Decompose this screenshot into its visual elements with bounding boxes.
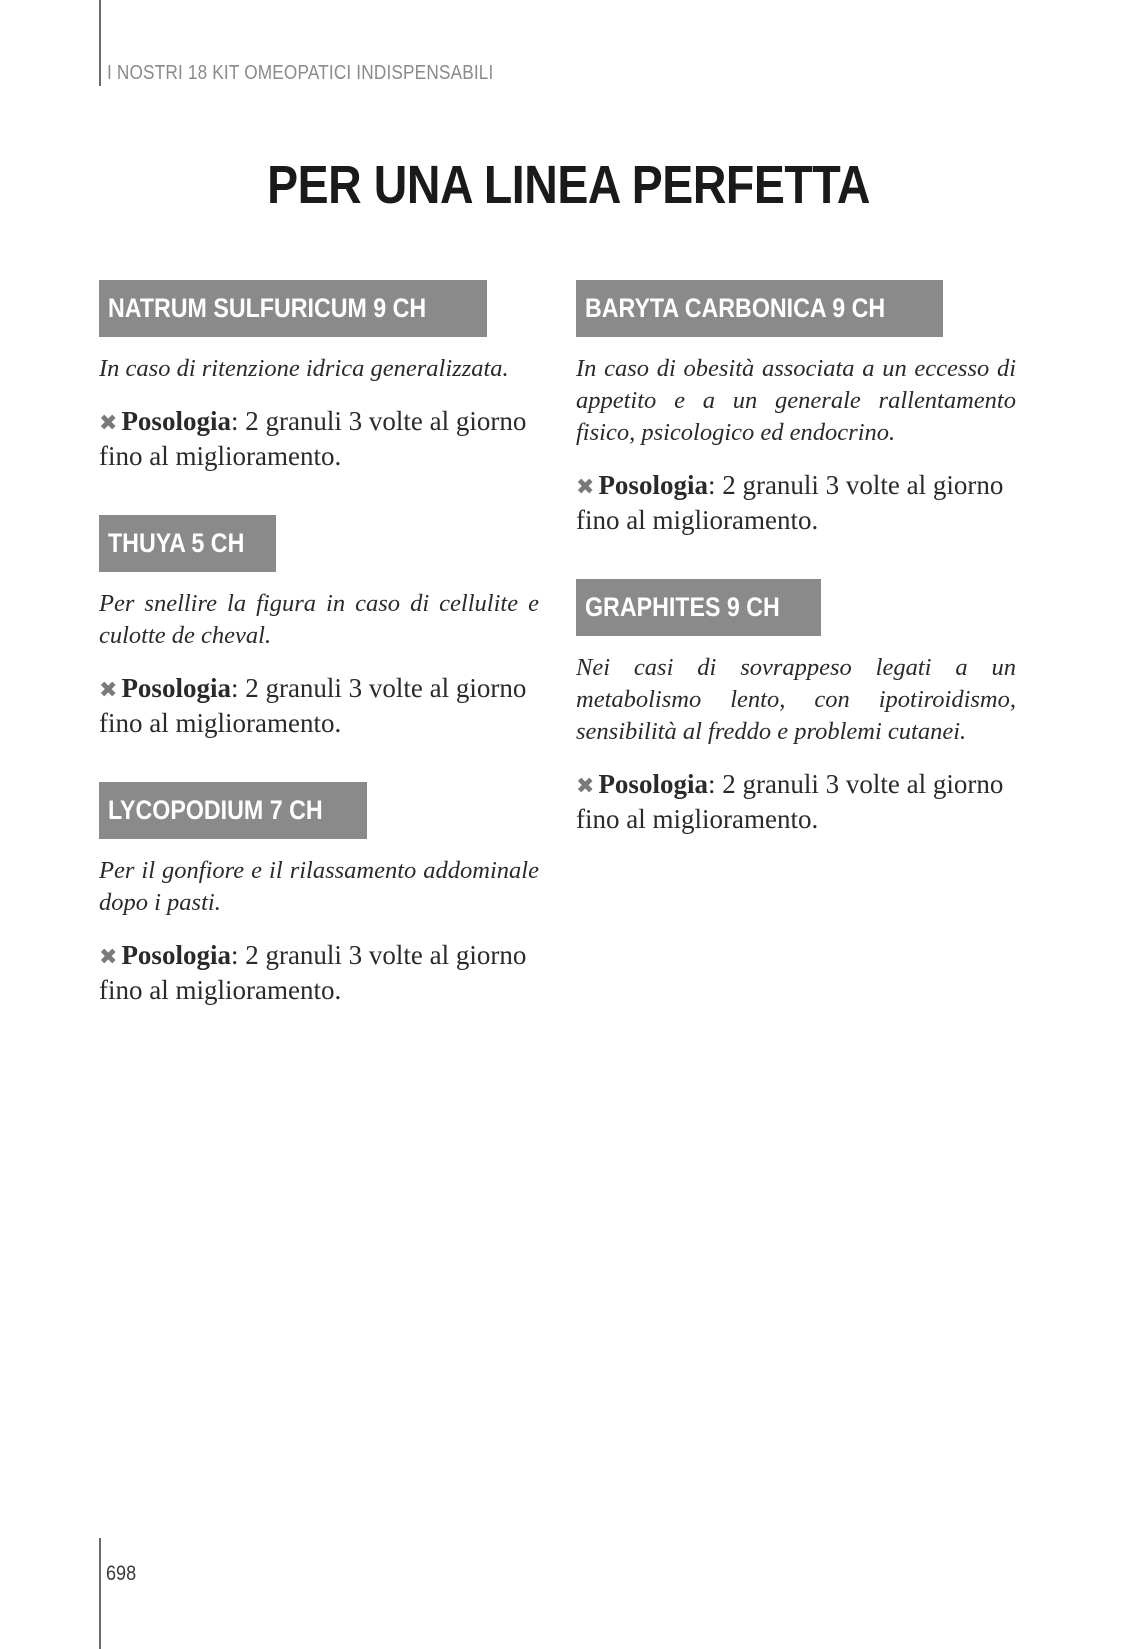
remedy-heading-text: GRAPHITES 9 CH (585, 592, 780, 622)
remedy-description: Per il gonfiore e il rilassamento addominale dopo i pasti. (99, 857, 539, 916)
posology-label: Posologia (598, 769, 708, 799)
remedy-entry (99, 515, 539, 740)
posology-text: : 2 granuli 3 volte al giorno fino al miglioramento. (99, 406, 527, 471)
remedy-entry (99, 782, 539, 1007)
remedy-entry (576, 579, 1016, 836)
posology-text: : 2 granuli 3 volte al giorno fino al miglioramento. (576, 470, 1004, 535)
remedy-heading (99, 280, 487, 337)
posology-text: : 2 granuli 3 volte al giorno fino al miglioramento. (99, 673, 527, 738)
remedy-heading (576, 579, 821, 636)
posology-line (576, 469, 1016, 537)
posology-line (99, 405, 539, 473)
left-column (99, 280, 539, 1049)
posology-label: Posologia (121, 940, 231, 970)
posology-text: : 2 granuli 3 volte al giorno fino al miglioramento. (99, 940, 527, 1005)
remedy-heading (576, 280, 943, 337)
cross-bullet-icon: ✖ (99, 678, 118, 703)
remedy-heading-text: BARYTA CARBONICA 9 CH (585, 293, 886, 323)
page-title (0, 154, 1137, 216)
page-number: 698 (106, 1562, 137, 1585)
posology-line (99, 672, 539, 740)
right-column (576, 280, 1016, 878)
running-head: I NOSTRI 18 KIT OMEOPATICI INDISPENSABILI (107, 62, 494, 84)
remedy-heading-text: NATRUM SULFURICUM 9 CH (108, 293, 427, 323)
remedy-heading-text: THUYA 5 CH (108, 528, 245, 558)
margin-rule-bottom (99, 1538, 101, 1649)
remedy-heading (99, 782, 367, 839)
remedy-description: Nei casi di sovrappeso legati a un metabolismo lento, con ipotiroidismo, sensibilità al freddo e problemi cutanei. (576, 654, 1016, 745)
remedy-entry (576, 280, 1016, 537)
cross-bullet-icon: ✖ (576, 774, 595, 799)
remedy-heading-text: LYCOPODIUM 7 CH (108, 795, 323, 825)
posology-label: Posologia (121, 673, 231, 703)
cross-bullet-icon: ✖ (576, 475, 595, 500)
cross-bullet-icon: ✖ (99, 411, 118, 436)
remedy-description: In caso di obesità associata a un eccesso di appetito e a un generale rallentamento fisico, psicologico ed endocrino. (576, 355, 1016, 446)
remedy-heading (99, 515, 276, 572)
posology-label: Posologia (121, 406, 231, 436)
remedy-entry (99, 280, 539, 473)
margin-rule-top (99, 0, 101, 86)
posology-line (576, 768, 1016, 836)
posology-line (99, 939, 539, 1007)
posology-text: : 2 granuli 3 volte al giorno fino al miglioramento. (576, 769, 1004, 834)
page-title-text: PER UNA LINEA PERFETTA (267, 155, 870, 216)
posology-label: Posologia (598, 470, 708, 500)
remedy-description: In caso di ritenzione idrica generalizzata. (99, 355, 509, 382)
cross-bullet-icon: ✖ (99, 945, 118, 970)
remedy-description: Per snellire la figura in caso di cellulite e culotte de cheval. (99, 590, 539, 649)
